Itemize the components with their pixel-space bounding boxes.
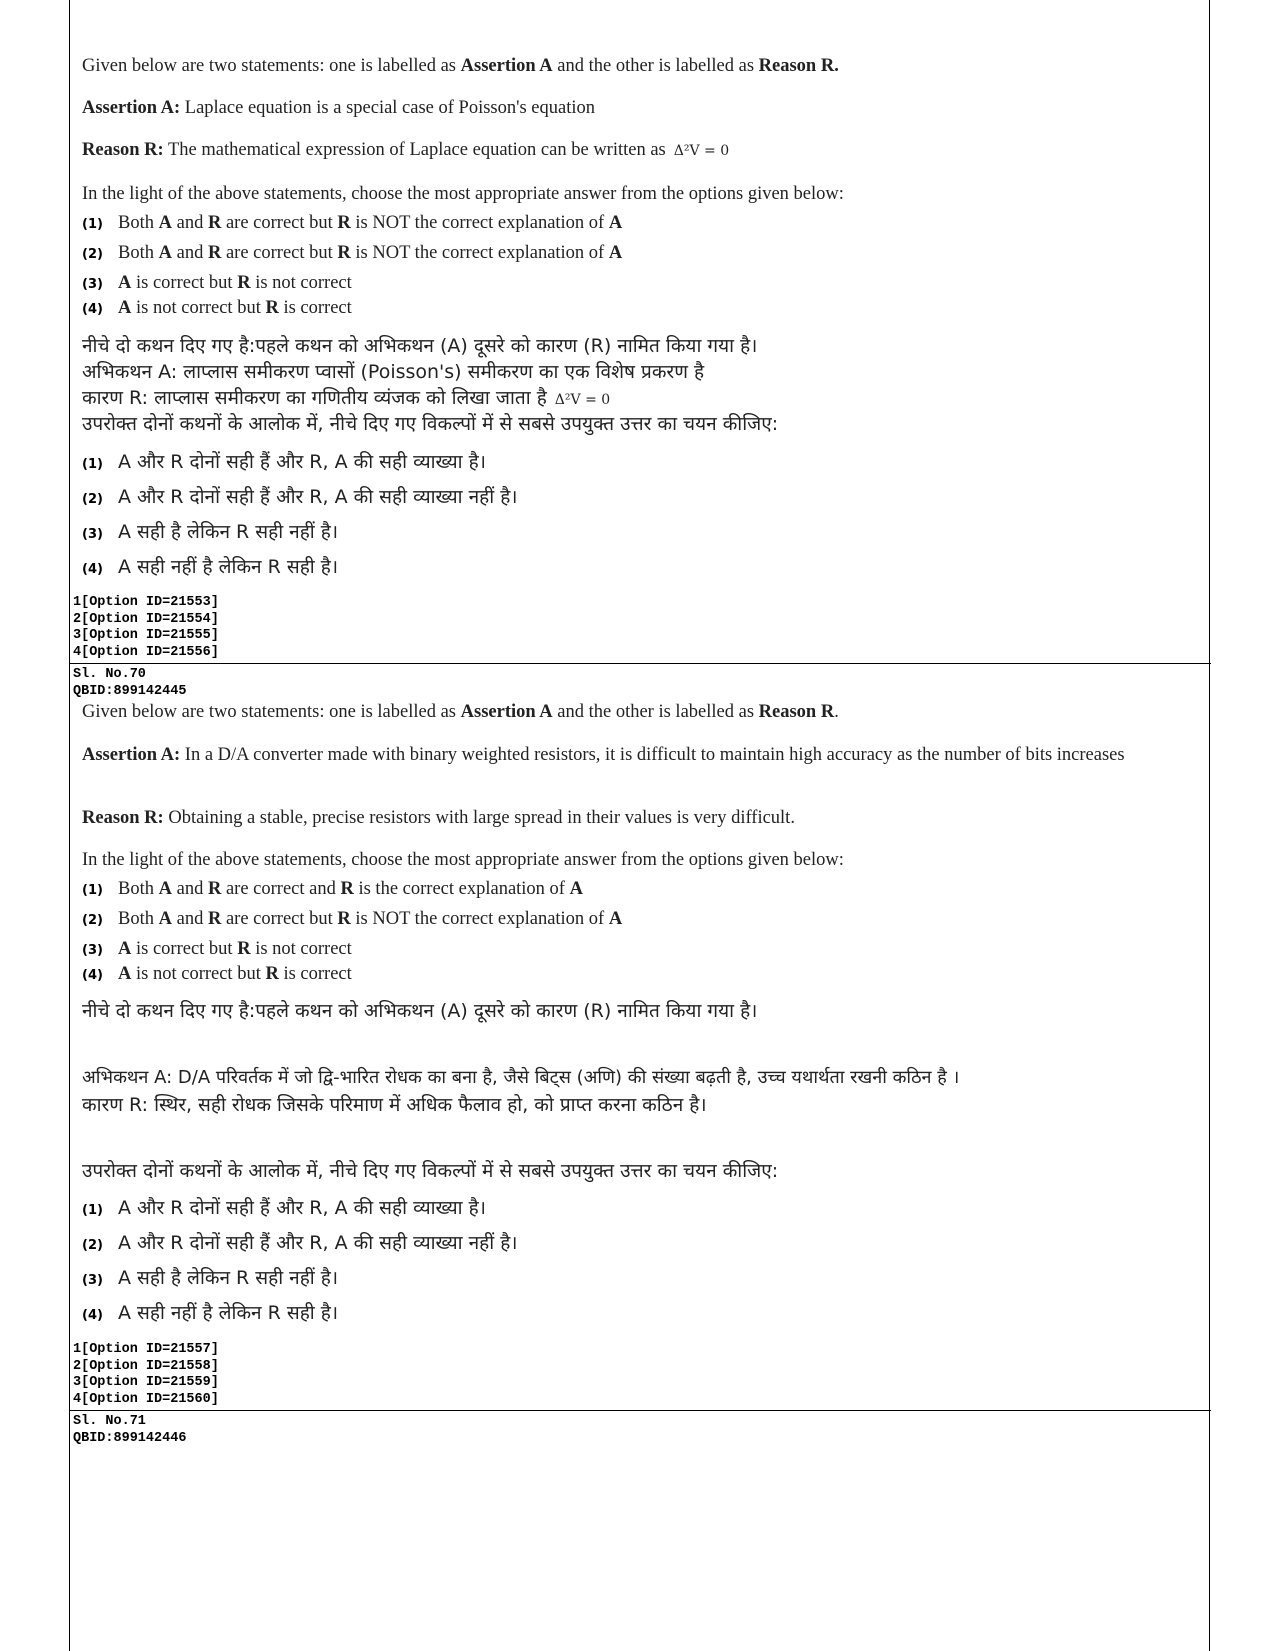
q71-header <box>73 1414 186 1447</box>
q69-hindi-assertion: अभिकथन A: लाप्लास समीकरण प्वासों (Poisson's) समीकरण का एक विशेष प्रकरण है <box>82 361 705 383</box>
option-id: 1[Option ID=21557] <box>73 1342 219 1357</box>
q70-hindi-option-2: (2) A और R दोनों सही हैं और R, A की सही व्याख्या नहीं है। <box>82 1232 518 1254</box>
question-divider <box>69 1410 1211 1411</box>
right-border <box>1209 0 1210 1651</box>
q69-prompt: In the light of the above statements, choose the most appropriate answer from the options given below: <box>82 184 844 204</box>
q70-hindi-intro: नीचे दो कथन दिए गए है:पहले कथन को अभिकथन (A) दूसरे को कारण (R) नामित किया गया है। <box>82 1000 758 1022</box>
q69-option-4: (4) A is not correct but R is correct <box>82 298 352 318</box>
q69-option-ids <box>73 595 219 661</box>
q70-option-ids <box>73 1342 219 1408</box>
q70-hindi-option-1: (1) A और R दोनों सही हैं और R, A की सही व्याख्या है। <box>82 1197 486 1219</box>
q70-prompt: In the light of the above statements, choose the most appropriate answer from the options given below: <box>82 850 844 870</box>
serial-number: Sl. No.70 <box>73 667 146 682</box>
q70-hindi-option-3: (3) A सही है लेकिन R सही नहीं है। <box>82 1267 339 1289</box>
q70-hindi-assertion: अभिकथन A: D/A परिवर्तक में जो द्वि-भारित रोधक का बना है, जैसे बिट्स (अणि) की संख्या बढ़ती है, उच्च यथार्थता रखनी कठिन है । <box>82 1067 960 1088</box>
serial-number: Sl. No.71 <box>73 1414 146 1429</box>
q69-option-1: (1) Both A and R are correct but R is NOT the correct explanation of A <box>82 213 623 233</box>
option-id: 1[Option ID=21553] <box>73 595 219 610</box>
option-id: 4[Option ID=21556] <box>73 644 219 660</box>
q70-option-2: (2) Both A and R are correct but R is NOT the correct explanation of A <box>82 909 623 929</box>
q69-hindi-prompt: उपरोक्त दोनों कथनों के आलोक में, नीचे दिए गए विकल्पों में से सबसे उपयुक्त उत्तर का चयन कीजिए: <box>82 413 779 435</box>
q70-hindi-option-4: (4) A सही नहीं है लेकिन R सही है। <box>82 1302 339 1324</box>
q69-option-2: (2) Both A and R are correct but R is NOT the correct explanation of A <box>82 243 623 263</box>
q70-option-3: (3) A is correct but R is not correct <box>82 939 352 959</box>
q69-reason: Reason R: The mathematical expression of Laplace equation can be written as Δ²V = 0 <box>82 140 730 160</box>
q69-option-3: (3) A is correct but R is not correct <box>82 273 352 293</box>
q70-assertion: Assertion A: In a D/A converter made with binary weighted resistors, it is difficult to maintain high accuracy as the number of bits increases <box>82 745 1125 765</box>
q70-option-4: (4) A is not correct but R is correct <box>82 964 352 984</box>
q69-hindi-option-1: (1) A और R दोनों सही हैं और R, A की सही व्याख्या है। <box>82 451 486 473</box>
option-id: 3[Option ID=21559] <box>73 1375 219 1390</box>
q69-hindi-intro: नीचे दो कथन दिए गए है:पहले कथन को अभिकथन (A) दूसरे को कारण (R) नामित किया गया है। <box>82 335 758 357</box>
q70-reason: Reason R: Obtaining a stable, precise resistors with large spread in their values is very difficult. <box>82 808 795 828</box>
q70-header <box>73 667 186 700</box>
option-id: 2[Option ID=21558] <box>73 1358 219 1374</box>
q69-intro: Given below are two statements: one is labelled as Assertion A and the other is labelled as Reason R. <box>82 56 839 76</box>
q69-hindi-reason: कारण R: लाप्लास समीकरण का गणितीय व्यंजक को लिखा जाता है Δ²V = 0 <box>82 387 611 409</box>
q69-hindi-option-3: (3) A सही है लेकिन R सही नहीं है। <box>82 521 339 543</box>
qbid: QBID:899142445 <box>73 683 187 699</box>
question-divider <box>69 663 1211 664</box>
option-id: 3[Option ID=21555] <box>73 628 219 643</box>
q70-hindi-reason: कारण R: स्थिर, सही रोधक जिसके परिमाण में अधिक फैलाव हो, को प्राप्त करना कठिन है। <box>82 1094 707 1116</box>
q69-hindi-option-4: (4) A सही नहीं है लेकिन R सही है। <box>82 556 339 578</box>
q70-intro: Given below are two statements: one is labelled as Assertion A and the other is labelled as Reason R. <box>82 702 839 722</box>
qbid: QBID:899142446 <box>73 1430 187 1446</box>
q70-hindi-prompt: उपरोक्त दोनों कथनों के आलोक में, नीचे दिए गए विकल्पों में से सबसे उपयुक्त उत्तर का चयन कीजिए: <box>82 1160 779 1182</box>
q70-option-1: (1) Both A and R are correct and R is the correct explanation of A <box>82 879 583 899</box>
option-id: 4[Option ID=21560] <box>73 1391 219 1407</box>
option-id: 2[Option ID=21554] <box>73 611 219 627</box>
left-border <box>69 0 70 1651</box>
q69-assertion: Assertion A: Laplace equation is a special case of Poisson's equation <box>82 98 595 118</box>
q69-hindi-option-2: (2) A और R दोनों सही हैं और R, A की सही व्याख्या नहीं है। <box>82 486 518 508</box>
